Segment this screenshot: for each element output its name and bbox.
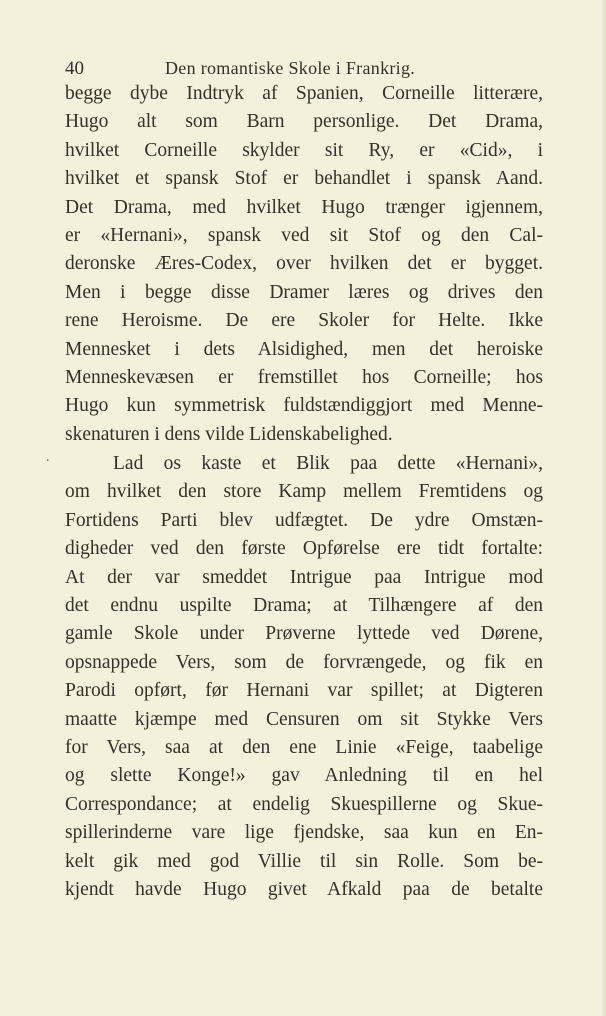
margin-dot: . [46,450,50,465]
text-line: Det Drama, med hvilket Hugo trænger igjennem, [65,196,543,218]
text-line: Correspondance; at endelig Skuespillerne og Skue- [65,793,543,815]
text-line: det endnu uspilte Drama; at Tilhængere af den [65,595,543,617]
text-line: skenaturen i dens vilde Lidenskabelighed. [65,423,393,445]
text-line: begge dybe Indtryk af Spanien, Corneille litterære, [65,83,543,104]
text-line: gamle Skole under Prøverne lyttede ved Dørene, [65,623,543,645]
text-line: Mennesket i dets Alsidighed, men det heroiske [65,338,543,360]
text-line: rene Heroisme. De ere Skoler for Helte. Ikke [65,310,543,332]
text-line: hvilket et spansk Stof er behandlet i spansk Aand. [65,168,543,190]
text-line: opsnappede Vers, som de forvrængede, og fik en [65,651,543,673]
running-title: Den romantiske Skole i Frankrig. [165,58,416,78]
text-line: Hugo alt som Barn personlige. Det Drama, [65,111,543,133]
text-line: Lad os kaste et Blik paa dette «Hernani», [113,453,543,475]
text-line: deronske Æres-Codex, over hvilken det er bygget. [65,253,543,275]
paragraph-1 [65,80,543,449]
text-line: maatte kjæmpe med Censuren om sit Stykke Vers [65,708,543,730]
text-line: At der var smeddet Intrigue paa Intrigue mod [65,566,543,588]
text-line: er «Hernani», spansk ved sit Stof og den Cal- [65,224,543,246]
page-body [65,80,543,904]
text-line: kelt gik med god Villie til sin Rolle. Som be- [65,850,543,872]
text-line: Parodi opført, før Hernani var spillet; at Digteren [65,680,543,702]
page-edge-shadow [601,0,606,1016]
text-line: Menneskevæsen er fremstillet hos Corneille; hos [65,366,543,388]
text-line: for Vers, saa at den ene Linie «Feige, taabelige [65,736,543,758]
text-line: hvilket Corneille skylder sit Ry, er «Cid», i [65,139,543,161]
text-line: spillerinderne vare lige fjendske, saa kun en En- [65,822,543,844]
text-line: Fortidens Parti blev udfægtet. De ydre Omstæn- [65,509,543,531]
text-line: om hvilket den store Kamp mellem Fremtidens og [65,481,543,503]
text-line: digheder ved den første Opførelse ere tidt fortalte: [65,538,543,560]
paragraph-2 [65,450,543,904]
text-line: og slette Konge!» gav Anledning til en hel [65,765,543,787]
text-line: Hugo kun symmetrisk fuldstændiggjort med Menne- [65,395,543,417]
text-line: kjendt havde Hugo givet Afkald paa de betalte [65,878,543,900]
page-number: 40 [65,58,84,79]
text-line: Men i begge disse Dramer læres og drives den [65,281,543,303]
